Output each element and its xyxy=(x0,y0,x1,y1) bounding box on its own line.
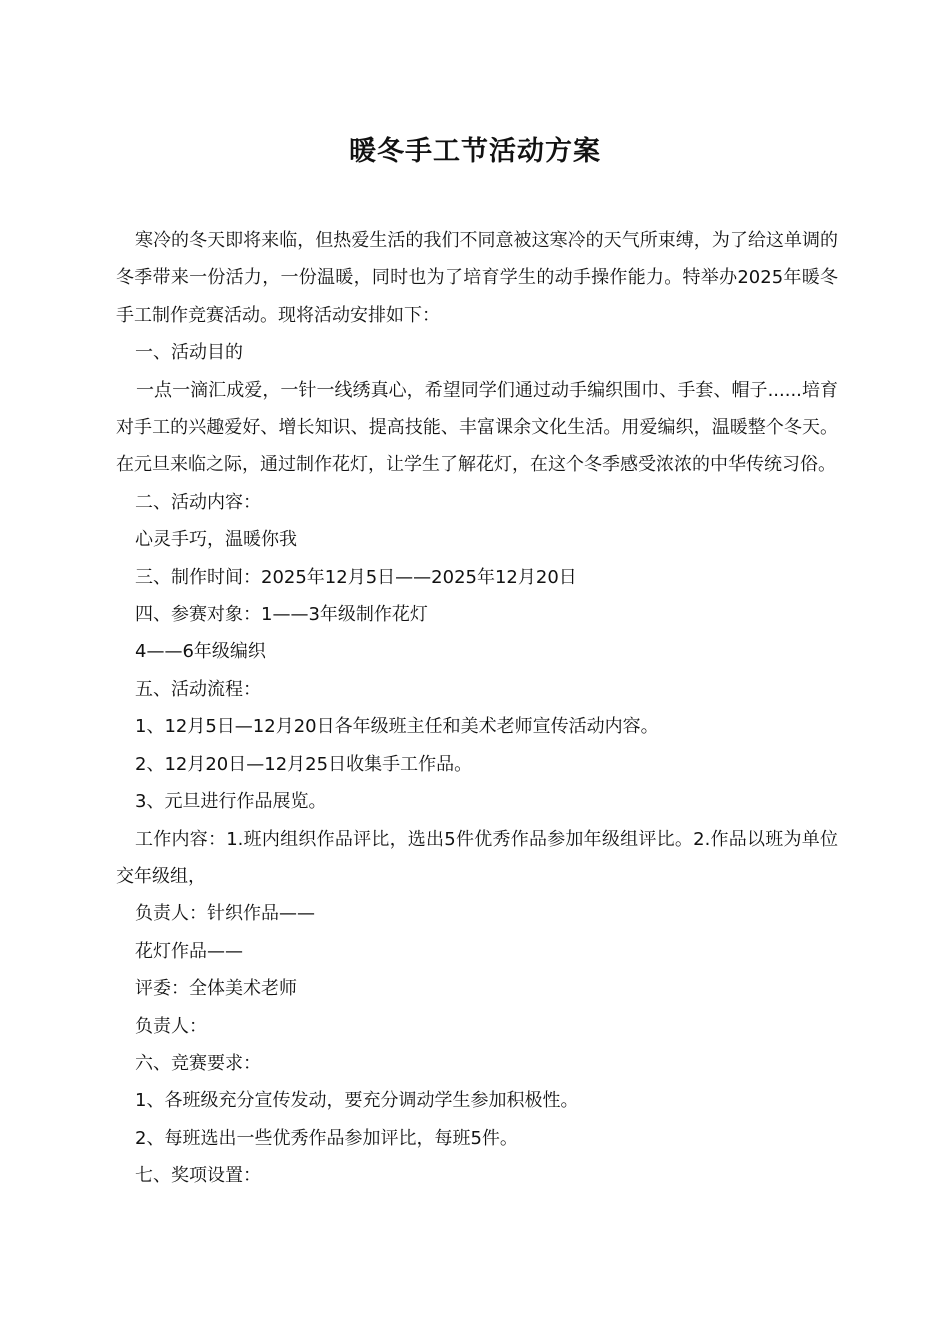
section4-line2: 4——6年级编织 xyxy=(135,641,266,663)
flow-item-2: 2、12月20日—12月25日收集手工作品。 xyxy=(135,753,473,775)
work-content-paragraph: 工作内容：1.班内组织作品评比，选出5件优秀作品参加年级组评比。2.作品以班为单位交年级组， xyxy=(116,828,838,887)
intro-paragraph: 寒冷的冬天即将来临，但热爱生活的我们不同意被这寒冷的天气所束缚，为了给这单调的冬季带来一份活力，一份温暖，同时也为了培育学生的动手操作能力。特举办2025年暖冬手工制作竞赛活动。现将活动安排如下： xyxy=(116,230,838,326)
section1-heading: 一、活动目的 xyxy=(135,342,243,364)
section2-heading: 二、活动内容： xyxy=(135,491,261,513)
flow-item-3: 3、元旦进行作品展览。 xyxy=(135,791,327,813)
section6-heading: 六、竞赛要求： xyxy=(135,1052,261,1074)
section4-line: 四、参赛对象：1——3年级制作花灯 xyxy=(135,604,428,626)
flow-item-1: 1、12月5日—12月20日各年级班主任和美术老师宣传活动内容。 xyxy=(135,716,659,738)
document-body xyxy=(116,222,838,1195)
requirement-1: 1、各班级充分宣传发动，要充分调动学生参加积极性。 xyxy=(135,1090,579,1112)
section7-heading: 七、奖项设置： xyxy=(135,1165,261,1187)
responsible-lantern: 花灯作品—— xyxy=(135,940,243,962)
section3-line: 三、制作时间：2025年12月5日——2025年12月20日 xyxy=(135,566,577,588)
document-title: 暖冬手工节活动方案 xyxy=(349,136,601,167)
section2-body: 心灵手巧，温暖你我 xyxy=(135,529,297,551)
responsible-knitting: 负责人：针织作品—— xyxy=(135,903,315,925)
section1-paragraph: 一点一滴汇成爱，一针一线绣真心，希望同学们通过动手编织围巾、手套、帽子......培育对手工的兴趣爱好、增长知识、提高技能、丰富课余文化生活。用爱编织，温暖整个冬天。在元旦来临之际，通过制作花灯，让学生了解花灯，在这个冬季感受浓浓的中华传统习俗。 xyxy=(116,379,838,476)
section5-heading: 五、活动流程： xyxy=(135,678,261,700)
judges-line: 评委：全体美术老师 xyxy=(135,978,297,1000)
responsible-line: 负责人： xyxy=(135,1015,207,1037)
requirement-2: 2、每班选出一些优秀作品参加评比，每班5件。 xyxy=(135,1127,518,1149)
